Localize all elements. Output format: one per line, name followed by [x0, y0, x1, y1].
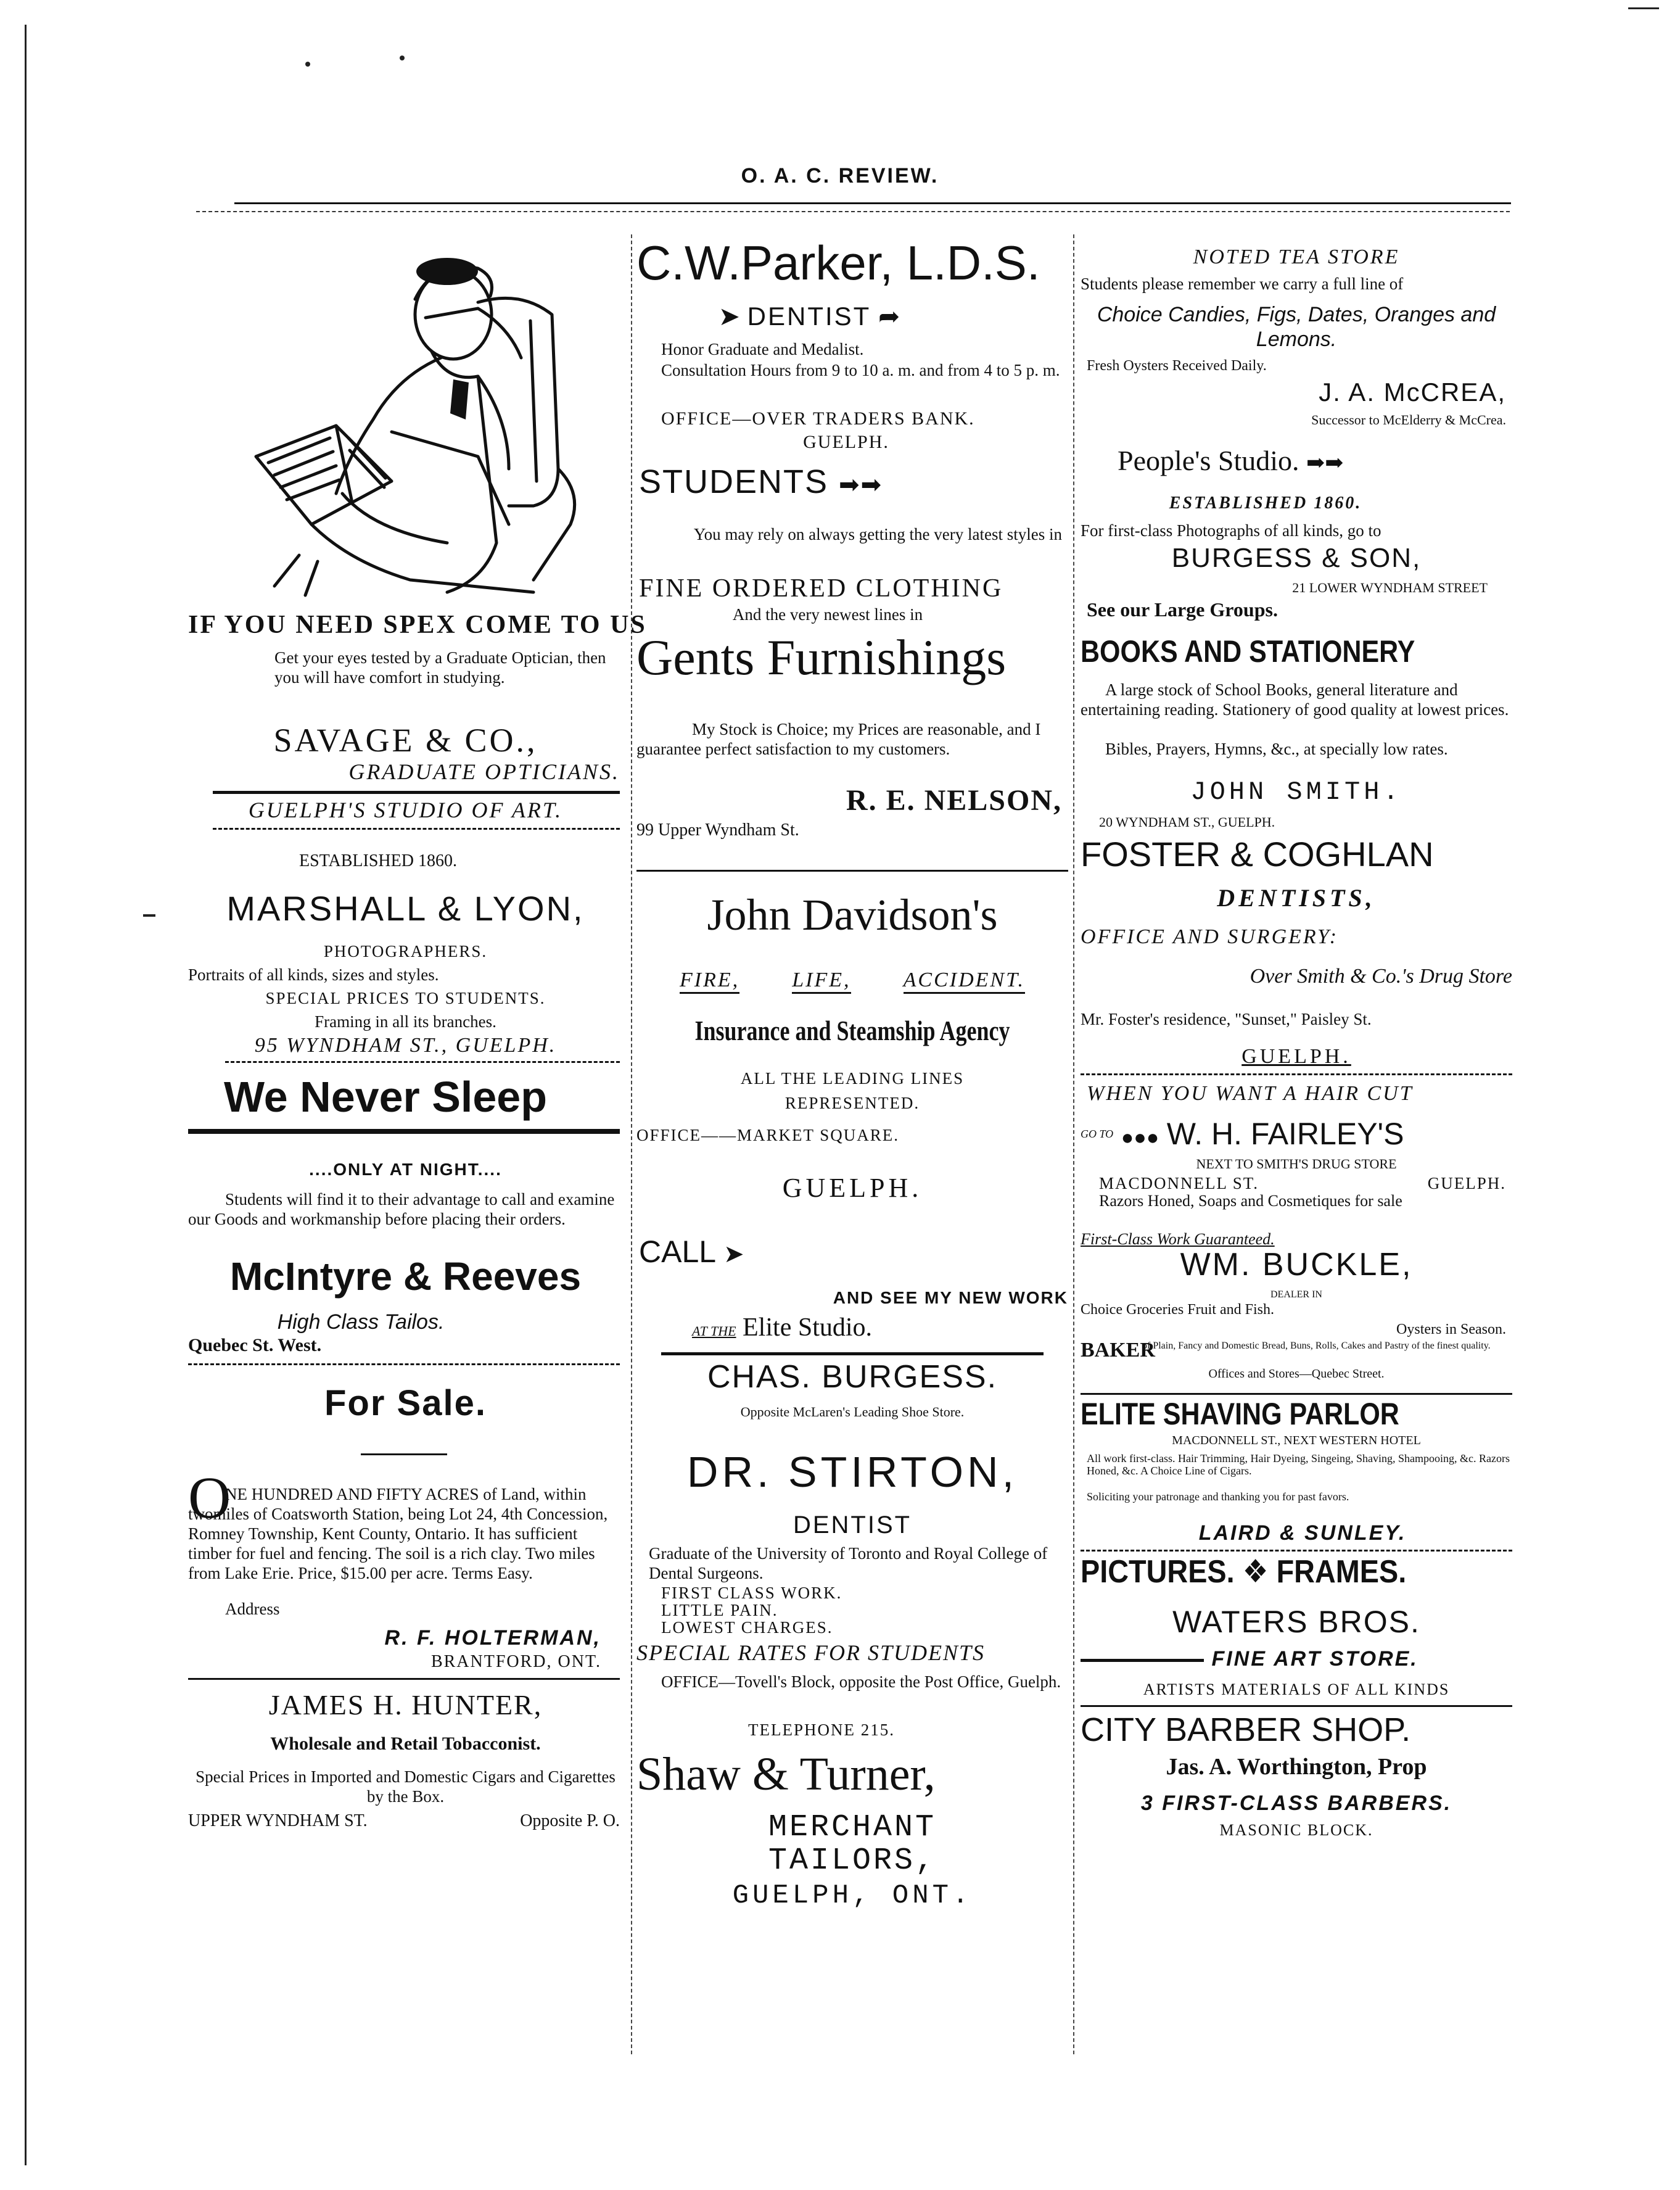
rule — [225, 1061, 620, 1063]
spex-name: SAVAGE & CO., — [273, 722, 538, 759]
sleep-name: McIntyre & Reeves — [229, 1254, 582, 1299]
foster-role: DENTISTS, — [1217, 884, 1376, 912]
stirton-role: DENTIST — [793, 1511, 912, 1539]
shaving-body2: Soliciting your patronage and thanking you for past favors. — [1087, 1490, 1349, 1503]
studio-name: MARSHALL & LYON, — [226, 889, 585, 928]
barber-name: CITY BARBER SHOP. — [1081, 1711, 1411, 1748]
davidson-line2: REPRESENTED. — [784, 1094, 920, 1112]
nelson-address: 99 Upper Wyndham St. — [636, 820, 799, 840]
nelson-line1: You may rely on always getting the very latest styles in — [693, 525, 1062, 543]
tea-title: NOTED TEA STORE — [1193, 246, 1400, 268]
sale-address-label: Address — [225, 1600, 280, 1618]
shaving-headline: ELITE SHAVING PARLOR — [1081, 1397, 1399, 1431]
rule — [188, 1363, 620, 1365]
tea-sub: Successor to McElderry & McCrea. — [1311, 412, 1506, 428]
hand-icon: ●●● — [1121, 1126, 1159, 1149]
elite-call — [639, 1234, 744, 1270]
tea-name: J. A. McCREA, — [1319, 378, 1506, 407]
elite-line1: AND SEE MY NEW WORK — [833, 1288, 1068, 1307]
waters-line1: ARTISTS MATERIALS OF ALL KINDS — [1143, 1680, 1450, 1698]
header-rule — [234, 202, 1511, 204]
books-address: 20 WYNDHAM ST., GUELPH. — [1099, 814, 1275, 830]
davidson-office: OFFICE——MARKET SQUARE. — [636, 1126, 900, 1144]
peoples-name-text: People's Studio. — [1118, 445, 1299, 476]
hunter-opp: Opposite P. O. — [520, 1811, 620, 1830]
rule — [1081, 1705, 1512, 1707]
peoples-established: ESTABLISHED 1860. — [1169, 494, 1362, 513]
rule — [1081, 1073, 1512, 1075]
davidson-kind: ACCIDENT. — [904, 969, 1025, 994]
books-name: JOHN SMITH. — [1190, 777, 1402, 807]
fairley-headline: WHEN YOU WANT A HAIR CUT — [1087, 1082, 1414, 1105]
spex-body: Get your eyes tested by a Graduate Optician, then you will have comfort in studying. — [274, 648, 606, 687]
elite-call-text: CALL — [639, 1234, 715, 1269]
peoples-line2: See our Large Groups. — [1087, 598, 1278, 621]
elite-studio-line — [692, 1313, 872, 1342]
rule — [636, 870, 1068, 872]
foster-office: OFFICE AND SURGERY: — [1081, 925, 1339, 948]
nelson-big1: FINE ORDERED CLOTHING — [639, 574, 1003, 603]
buckle-line2: Oysters in Season. — [1396, 1321, 1506, 1337]
man-reading-illustration — [188, 234, 623, 605]
spex-sub: GRADUATE OPTICIANS. — [348, 759, 620, 784]
parker-office: OFFICE—OVER TRADERS BANK. — [661, 408, 975, 429]
studio-role: PHOTOGRAPHERS. — [323, 942, 488, 961]
fairley-line3: First-Class Work Guaranteed. — [1081, 1230, 1275, 1248]
rule — [1081, 1393, 1512, 1395]
sleep-sub: ....ONLY AT NIGHT.... — [309, 1160, 502, 1179]
peoples-name — [1118, 444, 1343, 477]
peoples-big: BURGESS & SON, — [1171, 543, 1422, 573]
buckle-line3: of Plain, Fancy and Domestic Bread, Buns, Rolls, Cakes and Pastry of the finest quality. — [1142, 1341, 1491, 1351]
nelson-body: My Stock is Choice; my Prices are reasonable, and I guarantee perfect satisfaction to my customers. — [636, 720, 1041, 758]
stirton-line3: LITTLE PAIN. — [661, 1601, 778, 1619]
rule — [1081, 1550, 1512, 1552]
sleep-role: High Class Tailos. — [277, 1310, 445, 1334]
studio-line2: SPECIAL PRICES TO STUDENTS. — [265, 989, 546, 1007]
foster-over: Over Smith & Co.'s Drug Store — [1250, 965, 1512, 988]
hunter-role: Wholesale and Retail Tobacconist. — [270, 1733, 541, 1754]
shaw-line1: MERCHANT — [768, 1810, 937, 1845]
hunter-name: JAMES H. HUNTER, — [268, 1689, 543, 1721]
davidson-kind: FIRE, — [680, 969, 739, 994]
stirton-line2: FIRST CLASS WORK. — [661, 1584, 842, 1602]
nelson-headline-text: STUDENTS — [639, 463, 829, 500]
nelson-big2: Gents Furnishings — [636, 629, 1007, 685]
shaving-name: LAIRD & SUNLEY. — [1198, 1521, 1407, 1545]
studio-address: 95 WYNDHAM ST., GUELPH. — [254, 1034, 557, 1057]
elite-opp: Opposite McLaren's Leading Shoe Store. — [740, 1404, 965, 1419]
fairley-line2: Razors Honed, Soaps and Cosmetiques for sale — [1099, 1192, 1402, 1210]
scan-speck — [143, 914, 155, 917]
buckle-line1: Choice Groceries Fruit and Fish. — [1081, 1302, 1274, 1318]
column-divider — [1073, 234, 1074, 2054]
foster-line1: Mr. Foster's residence, "Sunset," Paisley St. — [1081, 1010, 1372, 1028]
parker-line2: Consultation Hours from 9 to 10 a. m. and from 4 to 5 p. m. — [661, 361, 1060, 379]
studio-title: GUELPH'S STUDIO OF ART. — [248, 798, 563, 822]
davidson-agency: Insurance and Steamship Agency — [694, 1015, 1010, 1046]
tea-line2: Fresh Oysters Received Daily. — [1087, 358, 1267, 374]
elite-studio: Elite Studio. — [743, 1313, 873, 1342]
foster-name: FOSTER & COGHLAN — [1081, 835, 1434, 874]
waters-name: WATERS BROS. — [1172, 1605, 1420, 1639]
stirton-office: OFFICE—Tovell's Block, opposite the Post Office, Guelph. — [661, 1672, 1061, 1691]
sale-dropcap: O — [188, 1465, 231, 1531]
scan-top-right-mark — [1628, 7, 1659, 9]
sleep-body: Students will find it to their advantage to call and examine our Goods and workmanship before placing their orders. — [188, 1190, 615, 1228]
parker-role — [636, 301, 982, 331]
peoples-address: 21 LOWER WYNDHAM STREET — [1292, 580, 1488, 595]
nelson-name: R. E. NELSON, — [846, 784, 1062, 817]
left-column — [188, 234, 647, 1830]
buckle-line4: Offices and Stores—Quebec Street. — [1208, 1367, 1385, 1381]
shaving-body: All work first-class. Hair Trimming, Hair Dyeing, Singeing, Shaving, Shampooing, &c. Razors Honed, &c. A Choice Line of Cigars. — [1087, 1452, 1510, 1477]
waters-sub-line — [1081, 1647, 1512, 1671]
hunter-line1: Special Prices in Imported and Domestic Cigars and Cigarettes by the Box. — [196, 1767, 616, 1806]
barber-prop: Jas. A. Worthington, Prop — [1166, 1754, 1427, 1780]
barber-line1: 3 FIRST-CLASS BARBERS. — [1140, 1791, 1452, 1815]
waters-sub: FINE ART STORE. — [1211, 1647, 1419, 1671]
scan-speck — [400, 56, 405, 60]
fairley-name: W. H. FAIRLEY'S — [1166, 1117, 1404, 1151]
page-title: O. A. C. REVIEW. — [741, 164, 939, 188]
swash-icon: ➡➡ — [1306, 450, 1344, 475]
fairley-name-line — [1081, 1115, 1404, 1157]
swash-icon: ➤ — [723, 1241, 744, 1268]
rule — [361, 1453, 447, 1455]
elite-at: AT THE — [692, 1323, 736, 1339]
elite-name: CHAS. BURGESS. — [707, 1359, 998, 1395]
rule — [213, 791, 620, 794]
tea-big: Choice Candies, Figs, Dates, Oranges and Lemons. — [1097, 303, 1496, 351]
davidson-place: GUELPH. — [782, 1173, 923, 1203]
buckle-dealer: DEALER IN — [1270, 1289, 1322, 1300]
fairley-line1: NEXT TO SMITH'S DRUG STORE — [1196, 1156, 1397, 1171]
sale-body: NE HUNDRED AND FIFTY ACRES of Land, within twomiles of Coatsworth Station, being Lot 24, 4th Concession, Romney Township, Kent County, Ontario. It has sufficient timber for fuel and fencing. The soil is a rich clay. Two miles from Lake Erie. Price, $15.00 per acre. Terms Easy. — [188, 1485, 608, 1582]
parker-line1: Honor Graduate and Medalist. — [661, 340, 864, 358]
nelson-headline — [639, 463, 883, 501]
books-body: A large stock of School Books, general literature and entertaining reading. Stationery of good quality at lowest prices. — [1081, 680, 1509, 719]
shaw-line2: TAILORS, — [768, 1843, 937, 1878]
tea-line1: Students please remember we carry a full line of — [1081, 275, 1404, 293]
shaving-address: MACDONNELL ST., NEXT WESTERN HOTEL — [1172, 1434, 1421, 1447]
fairley-place: GUELPH. — [1427, 1174, 1506, 1192]
stirton-name: DR. STIRTON, — [686, 1448, 1018, 1496]
header-rule — [196, 211, 1510, 212]
studio-line1: Portraits of all kinds, sizes and styles. — [188, 965, 439, 984]
parker-place: GUELPH. — [803, 432, 889, 452]
studio-line3: Framing in all its branches. — [315, 1012, 496, 1031]
rule — [213, 828, 620, 830]
davidson-kinds — [680, 969, 1025, 994]
studio-established: ESTABLISHED 1860. — [299, 851, 457, 870]
davidson-line1: ALL THE LEADING LINES — [740, 1069, 965, 1088]
shaw-place: GUELPH, ONT. — [732, 1880, 973, 1911]
parker-role-text: DENTIST — [747, 302, 871, 331]
rule — [188, 1129, 620, 1134]
scan-left-edge — [25, 25, 27, 2165]
sleep-address: Quebec St. West. — [188, 1335, 322, 1355]
sleep-headline: We Never Sleep — [224, 1073, 547, 1121]
parker-name: C.W.Parker, L.D.S. — [636, 236, 1040, 290]
davidson-kind: LIFE, — [792, 969, 850, 994]
stirton-special: SPECIAL RATES FOR STUDENTS — [636, 1640, 986, 1665]
scan-speck — [305, 62, 310, 67]
rule — [1081, 1659, 1204, 1662]
buckle-baker: BAKER — [1081, 1339, 1155, 1362]
column-divider — [631, 234, 632, 2054]
swash-icon: ➡➡ — [839, 471, 883, 498]
rule — [188, 1678, 620, 1680]
waters-headline: PICTURES. ❖ FRAMES. — [1081, 1554, 1407, 1590]
spex-headline: IF YOU NEED SPEX COME TO US — [188, 611, 647, 639]
peoples-line1: For first-class Photographs of all kinds, go to — [1081, 521, 1381, 540]
fairley-street: MACDONNELL ST. — [1099, 1174, 1259, 1192]
stirton-line4: LOWEST CHARGES. — [661, 1618, 833, 1637]
sale-place: BRANTFORD, ONT. — [430, 1652, 601, 1671]
stirton-tel: TELEPHONE 215. — [748, 1721, 895, 1739]
fairley-goto: GO TO — [1081, 1128, 1114, 1140]
foster-place: GUELPH. — [1241, 1045, 1351, 1068]
davidson-name: John Davidson's — [707, 890, 998, 940]
buckle-name: WM. BUCKLE, — [1180, 1247, 1413, 1283]
shaw-name: Shaw & Turner, — [636, 1748, 936, 1800]
hunter-address: UPPER WYNDHAM ST. — [188, 1811, 368, 1830]
nelson-line2: And the very newest lines in — [732, 605, 923, 624]
stirton-line1: Graduate of the University of Toronto and Royal College of Dental Surgeons. — [649, 1544, 1048, 1582]
swash-left-icon: ➤ — [718, 302, 740, 331]
swash-right-icon: ➦ — [878, 302, 900, 331]
books-headline: BOOKS AND STATIONERY — [1081, 634, 1415, 669]
sale-name: R. F. HOLTERMAN, — [384, 1626, 601, 1650]
sale-headline: For Sale. — [324, 1383, 487, 1423]
barber-address: MASONIC BLOCK. — [1219, 1821, 1373, 1839]
rule — [661, 1352, 1044, 1355]
books-body2: Bibles, Prayers, Hymns, &c., at specially low rates. — [1105, 740, 1448, 758]
